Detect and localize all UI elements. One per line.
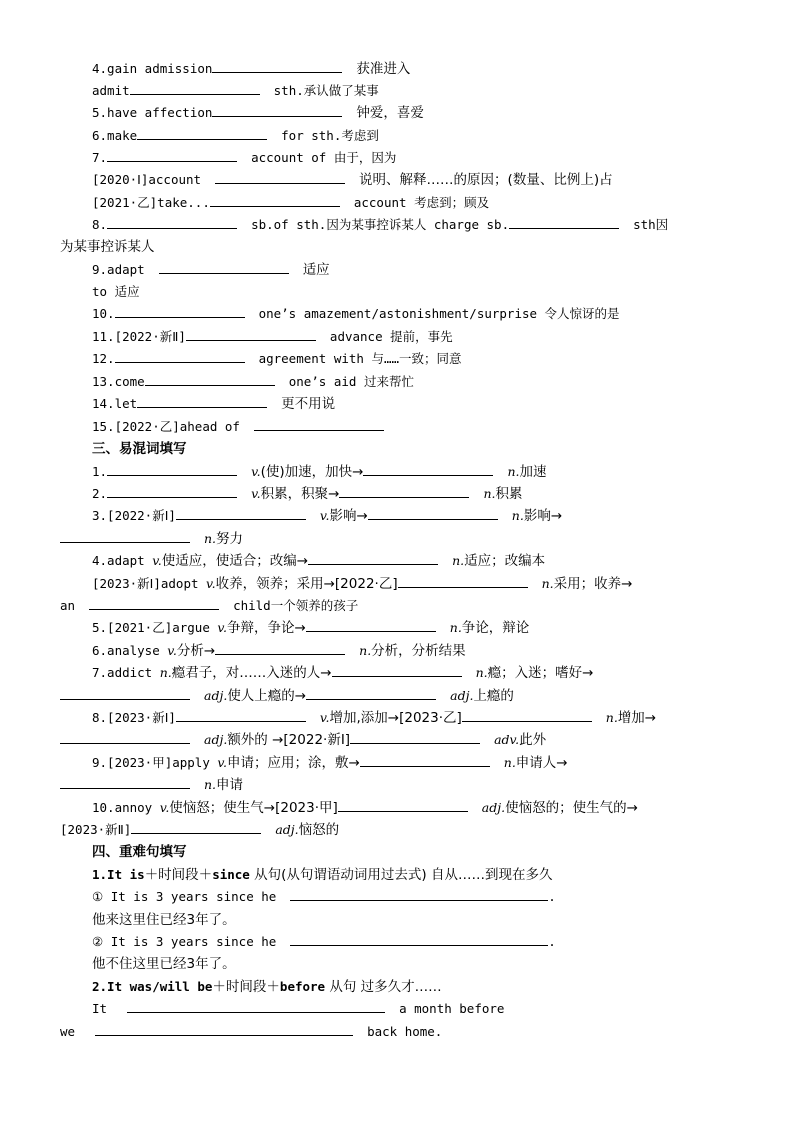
line-text: v. [217, 755, 227, 770]
line-text: sth.承认做了某事 [273, 83, 379, 98]
line-text: n. [605, 710, 618, 725]
fill-in-blank[interactable] [306, 685, 436, 700]
line-text: 争论，辩论 [461, 620, 530, 636]
line-text: ＋时间段＋ [212, 979, 280, 995]
text-line [92, 147, 794, 169]
fill-in-blank[interactable] [176, 707, 306, 722]
line-text: v. [167, 643, 177, 658]
line-text: 影响→ [329, 508, 368, 524]
line-text: 1. [92, 464, 108, 479]
line-text: 此外 [519, 732, 547, 748]
line-text: 1.It is [92, 867, 145, 882]
fill-in-blank[interactable] [95, 1021, 353, 1036]
line-text: 使适应，使适合；改编→ [161, 553, 309, 569]
fill-in-blank[interactable] [368, 505, 498, 520]
fill-in-blank[interactable] [107, 147, 237, 162]
line-text: 说明、解释……的原因；(数量、比例上)占 [359, 172, 613, 188]
text-line [92, 192, 794, 214]
line-text: 5.[2021·乙]argue [92, 620, 218, 635]
fill-in-blank[interactable] [360, 752, 490, 767]
text-line [92, 371, 794, 393]
line-text: since [212, 867, 250, 882]
line-text: v. [159, 800, 170, 815]
line-text: 适应；改编本 [464, 553, 546, 569]
text-line [60, 774, 794, 796]
line-text: n. [475, 665, 488, 680]
text-line [92, 281, 794, 303]
line-text: adj. [204, 732, 228, 747]
text-line [92, 58, 794, 80]
line-text: [2020·Ⅰ]account [92, 172, 202, 187]
fill-in-blank[interactable] [339, 483, 469, 498]
line-text: an [60, 598, 76, 613]
line-text: a month before [399, 1001, 505, 1016]
fill-in-blank[interactable] [159, 259, 289, 274]
line-text: 9.adapt [92, 262, 145, 277]
line-text: n. [507, 464, 520, 479]
line-text: 获准进入 [356, 61, 411, 77]
line-text: for sth.考虑到 [281, 128, 379, 143]
line-text: 12. [92, 351, 115, 366]
text-line [92, 348, 794, 370]
fill-in-blank[interactable] [60, 774, 190, 789]
text-line [92, 393, 794, 415]
line-text: ① It is 3 years since he [92, 889, 277, 904]
text-line [92, 841, 794, 863]
line-text: 积累，积聚→ [260, 486, 340, 502]
fill-in-blank[interactable] [60, 729, 190, 744]
line-text: adv. [494, 732, 520, 747]
line-text: 申请人→ [515, 755, 568, 771]
line-text: 瘾；入迷；嗜好→ [487, 665, 594, 681]
line-text: 分析→ [176, 643, 216, 659]
line-text: admit [92, 83, 130, 98]
line-text: adj. [450, 688, 474, 703]
line-text: we [60, 1024, 76, 1039]
line-text: 恼怒的 [298, 822, 340, 838]
line-text: 三、易混词填写 [92, 441, 187, 457]
text-line [92, 214, 794, 236]
line-text: 8.[2023·新Ⅰ] [92, 710, 176, 725]
line-text: (使)加速，加快→ [260, 464, 364, 480]
fill-in-blank[interactable] [60, 685, 190, 700]
fill-in-blank[interactable] [60, 528, 190, 543]
text-line [60, 595, 794, 617]
fill-in-blank[interactable] [290, 886, 548, 901]
line-text: adj. [275, 822, 299, 837]
text-line [92, 259, 794, 281]
line-text: 瘾君子，对……入迷的人→ [171, 665, 332, 681]
text-line [60, 819, 794, 841]
line-text: 他来这里住已经3年了。 [92, 912, 236, 928]
line-text: v. [217, 620, 227, 635]
line-text: 13.come [92, 374, 145, 389]
line-text: 适应 [302, 262, 330, 278]
line-text: 7. [92, 150, 108, 165]
line-text: 四、重难句填写 [92, 844, 187, 860]
line-text: 使恼怒；使生气→[2023·甲] [169, 800, 338, 816]
text-line [92, 640, 794, 662]
text-line [92, 931, 794, 953]
line-text: child一个领养的孩子 [233, 598, 359, 613]
line-text: 8. [92, 217, 108, 232]
line-text: 上瘾的 [473, 688, 514, 704]
text-line [92, 662, 794, 684]
text-line [92, 886, 794, 908]
fill-in-blank[interactable] [107, 214, 237, 229]
line-text: 15.[2022·乙]ahead of [92, 419, 240, 434]
line-text: 额外的 →[2022·新Ⅰ] [227, 732, 351, 748]
line-text: adj. [481, 800, 506, 815]
fill-in-blank[interactable] [186, 326, 316, 341]
line-text: 10. [92, 306, 115, 321]
line-text: 2.It was/will be [92, 979, 213, 994]
line-text: 11.[2022·新Ⅱ] [92, 329, 186, 344]
text-line [92, 976, 794, 998]
fill-in-blank[interactable] [290, 931, 548, 946]
line-text: one’s aid 过来帮忙 [288, 374, 414, 389]
line-text: 从句(从句谓语动词用过去式) 自从……到现在多久 [249, 867, 553, 883]
text-line [92, 483, 794, 505]
line-text: n. [452, 553, 465, 568]
text-line [92, 707, 794, 729]
fill-in-blank[interactable] [338, 797, 468, 812]
fill-in-blank[interactable] [254, 416, 384, 431]
line-text: 5.have affection [92, 105, 213, 120]
line-text: sb.of sth.因为某事控诉某人 charge sb. [251, 217, 510, 232]
fill-in-blank[interactable] [350, 729, 480, 744]
line-text: 7.addict [92, 665, 160, 680]
line-text: 加速 [519, 464, 547, 480]
fill-in-blank[interactable] [332, 662, 462, 677]
line-text: v. [251, 464, 261, 479]
fill-in-blank[interactable] [215, 640, 345, 655]
line-text: n. [449, 620, 462, 635]
text-line [60, 528, 794, 550]
fill-in-blank[interactable] [212, 102, 342, 117]
line-text: back home. [367, 1024, 443, 1039]
text-line [60, 1021, 794, 1043]
line-text: 使恼怒的；使生气的→ [505, 800, 638, 816]
line-text: 增加→ [617, 710, 657, 726]
line-text: 分析，分析结果 [371, 643, 466, 659]
line-text: agreement with 与……一致；同意 [258, 351, 462, 366]
fill-in-blank[interactable] [308, 550, 438, 565]
text-line [92, 169, 794, 191]
line-text: 采用；收养→ [553, 576, 633, 592]
text-line [92, 505, 794, 527]
line-text: 为某事控诉某人 [60, 239, 155, 255]
line-text: before [279, 979, 326, 994]
text-line [92, 909, 794, 931]
line-text: account 考虑到；顾及 [353, 195, 490, 210]
line-text: n. [483, 486, 496, 501]
line-text: n. [204, 777, 217, 792]
text-line [92, 864, 794, 886]
line-text: n. [159, 665, 172, 680]
text-line [92, 461, 794, 483]
text-line [92, 573, 794, 595]
fill-in-blank[interactable] [398, 573, 528, 588]
line-text: sth因 [633, 217, 669, 232]
line-text: 更不用说 [281, 396, 336, 412]
line-text: It [92, 1001, 108, 1016]
fill-in-blank[interactable] [306, 617, 436, 632]
fill-in-blank[interactable] [131, 819, 261, 834]
text-line [92, 416, 794, 438]
text-line [92, 550, 794, 572]
text-line [92, 797, 794, 819]
line-text: v. [319, 508, 330, 523]
fill-in-blank[interactable] [107, 483, 237, 498]
line-text: 钟爱，喜爱 [356, 105, 424, 121]
line-text: 使人上瘾的→ [227, 688, 307, 704]
line-text: [2021·乙]take... [92, 195, 210, 210]
line-text: [2023·新Ⅰ]adopt [92, 576, 207, 591]
line-text: v. [206, 576, 216, 591]
line-text: 增加,添加→[2023·乙] [329, 710, 462, 726]
line-text: n. [359, 643, 372, 658]
text-line [60, 236, 794, 258]
line-text: n. [541, 576, 554, 591]
line-text: 14.let [92, 396, 138, 411]
line-text: n. [204, 531, 217, 546]
fill-in-blank[interactable] [145, 371, 275, 386]
line-text: 积累 [495, 486, 523, 502]
line-text: 6.analyse [92, 643, 168, 658]
line-text: 4.adapt [92, 553, 153, 568]
fill-in-blank[interactable] [462, 707, 592, 722]
line-text: 争辩，争论→ [226, 620, 306, 636]
text-line [92, 303, 794, 325]
line-text: ② It is 3 years since he [92, 934, 277, 949]
fill-in-blank[interactable] [212, 58, 342, 73]
fill-in-blank[interactable] [130, 80, 260, 95]
fill-in-blank[interactable] [127, 998, 385, 1013]
fill-in-blank[interactable] [89, 595, 219, 610]
line-text: ＋时间段＋ [144, 867, 213, 883]
text-line [92, 80, 794, 102]
line-text: 他不住这里已经3年了。 [92, 956, 236, 972]
line-text: 申请；应用；涂，敷→ [226, 755, 360, 771]
line-text: 4.gain admission [92, 61, 213, 76]
text-line [92, 953, 794, 975]
text-line [92, 125, 794, 147]
fill-in-blank[interactable] [210, 192, 340, 207]
text-line [92, 998, 794, 1020]
fill-in-blank[interactable] [363, 461, 493, 476]
text-line [92, 326, 794, 348]
line-text: . [548, 934, 556, 949]
fill-in-blank[interactable] [137, 393, 267, 408]
line-text: v. [152, 553, 162, 568]
line-text: 申请 [216, 777, 244, 793]
fill-in-blank[interactable] [115, 348, 245, 363]
line-text: 从句 过多久才…… [325, 979, 442, 995]
text-line [92, 752, 794, 774]
fill-in-blank[interactable] [176, 505, 306, 520]
line-text: n. [503, 755, 516, 770]
fill-in-blank[interactable] [215, 169, 345, 184]
line-text: n. [511, 508, 524, 523]
line-text: v. [319, 710, 330, 725]
fill-in-blank[interactable] [115, 303, 245, 318]
line-text: 2. [92, 486, 108, 501]
line-text: 努力 [216, 531, 244, 547]
fill-in-blank[interactable] [137, 125, 267, 140]
line-text: 收养，领养；采用→[2022·乙] [215, 576, 398, 592]
text-line [60, 729, 794, 751]
line-text: . [548, 889, 556, 904]
fill-in-blank[interactable] [509, 214, 619, 229]
text-line [92, 102, 794, 124]
line-text: 9.[2023·甲]apply [92, 755, 218, 770]
line-text: to 适应 [92, 284, 140, 299]
line-text: 10.annoy [92, 800, 160, 815]
line-text: 影响→ [523, 508, 563, 524]
line-text: 6.make [92, 128, 138, 143]
line-text: advance 提前，事先 [329, 329, 453, 344]
line-text: v. [251, 486, 261, 501]
line-text: adj. [204, 688, 228, 703]
line-text: account of 由于，因为 [251, 150, 397, 165]
line-text: one’s amazement/astonishment/surprise 令人惊讶的是 [258, 306, 620, 321]
fill-in-blank[interactable] [107, 461, 237, 476]
line-text: [2023·新Ⅱ] [60, 822, 132, 837]
text-line [92, 617, 794, 639]
line-text: 3.[2022·新Ⅰ] [92, 508, 176, 523]
text-line [60, 685, 794, 707]
text-line [92, 438, 794, 460]
